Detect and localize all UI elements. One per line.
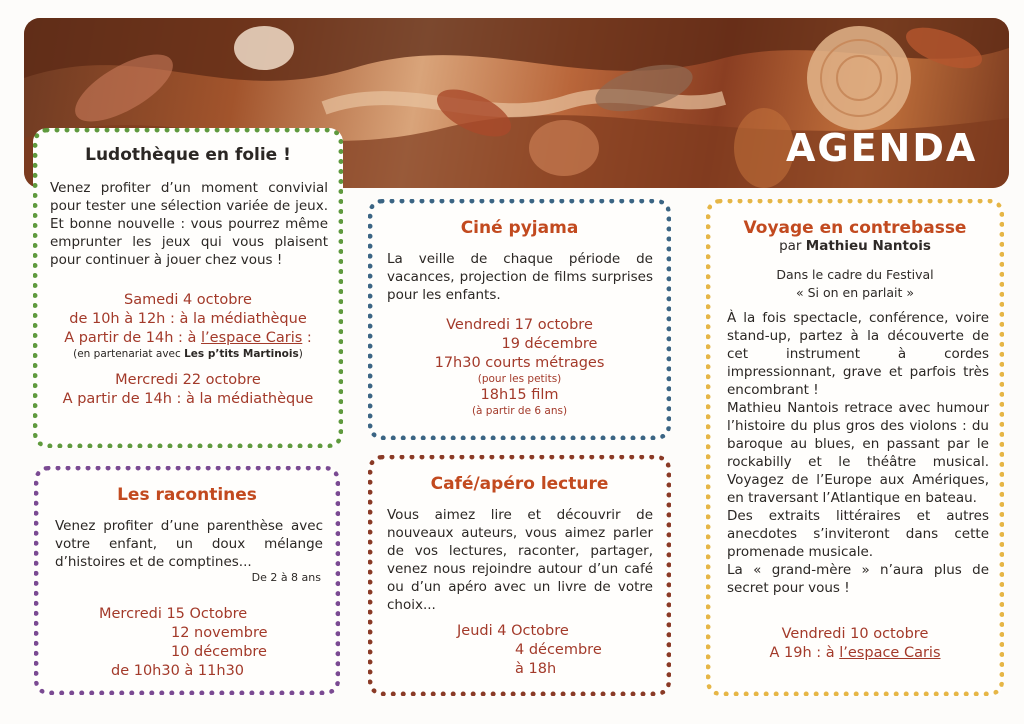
- voyage-description: [727, 309, 989, 597]
- ludotheque-time-2: [38, 329, 338, 348]
- racontines-title: Les racontines: [117, 485, 257, 505]
- partner-name: Les p’tits Martinois: [184, 348, 299, 360]
- voyage-artist-name: Mathieu Nantois: [805, 238, 931, 254]
- racontines-card: [34, 466, 340, 695]
- ludotheque-time-2-suffix: :: [302, 330, 312, 346]
- cafe-lecture-description: Vous aimez lire et découvrir de nouveaux auteurs, vous aimez parler de vos lectures, raconter, partager, venez nous rejoindre autour d’un café ou d’un apéro avec un livre de votre choix...: [387, 507, 653, 613]
- voyage-paragraph-2: Mathieu Nantois retrace avec humour l’histoire du plus gros des violons : du baroque au blues, en passant par le rockabilly et le théâtre musical. Voyagez de l’Europe aux Amériques, en traversant l’Atlantique en bateau.: [727, 400, 989, 506]
- cine-show-1-note: (pour les petits): [477, 373, 562, 385]
- voyage-paragraph-3: Des extraits littéraires et autres anecdotes s’inviteront dans cette promenade musicale.: [727, 508, 989, 560]
- cafe-lecture-card: [368, 455, 671, 696]
- racontines-ages: De 2 à 8 ans: [251, 571, 321, 584]
- racontines-dates: [99, 605, 299, 681]
- racontines-date-1: Mercredi 15 Octobre: [99, 606, 248, 622]
- racontines-hours: de 10h30 à 11h30: [111, 663, 245, 679]
- cafe-date-2: 4 décembre: [515, 642, 602, 658]
- ludotheque-description: Venez profiter d’un moment convivial pour tester une sélection variée de jeux. Et bonne nouvelle : vous pourrez même emprunter les jeux qui vous plaisent pour continuer à jouer chez vous !: [50, 180, 328, 268]
- festival-line-1: Dans le cadre du Festival: [776, 267, 934, 282]
- agenda-title: AGENDA: [786, 126, 978, 170]
- ludotheque-time-2-prefix: A partir de 14h : à: [64, 330, 202, 346]
- voyage-contrebasse-card: [706, 199, 1004, 696]
- ludotheque-time-3: A partir de 14h : à la médiathèque: [62, 391, 314, 407]
- cine-pyjama-card: [368, 199, 671, 440]
- cine-date-2: 19 décembre: [501, 336, 598, 352]
- ludotheque-time-1: de 10h à 12h : à la médiathèque: [69, 311, 307, 327]
- cafe-lecture-title: Café/apéro lecture: [430, 474, 609, 494]
- voyage-paragraph-4: La « grand-mère » n’aura plus de secret pour vous !: [727, 562, 989, 596]
- partner-prefix: (en partenariat avec: [73, 348, 185, 360]
- cafe-date-1: Jeudi 4 Octobre: [457, 623, 569, 639]
- voyage-by-prefix: par: [779, 238, 806, 254]
- cine-date-1: Vendredi 17 octobre: [446, 317, 593, 333]
- ludotheque-card: [33, 128, 343, 448]
- voyage-time-prefix: A 19h : à: [769, 645, 840, 661]
- ludotheque-dates: [38, 291, 338, 409]
- cine-show-2: 18h15 film: [480, 387, 559, 403]
- ludotheque-date-2: Mercredi 22 octobre: [115, 372, 261, 388]
- partner-note: [38, 348, 338, 361]
- voyage-espace-caris-link[interactable]: l’espace Caris: [839, 645, 941, 661]
- voyage-dates: [711, 625, 999, 663]
- racontines-date-3: 10 décembre: [171, 644, 267, 660]
- cine-pyjama-title: Ciné pyjama: [460, 218, 579, 238]
- racontines-date-2: 12 novembre: [171, 625, 268, 641]
- cafe-lecture-dates: [373, 622, 666, 679]
- ludotheque-date-1: Samedi 4 octobre: [124, 292, 252, 308]
- cafe-time: à 18h: [515, 661, 557, 677]
- cine-pyjama-dates: [373, 316, 666, 418]
- festival-line-2: « Si on en parlait »: [796, 285, 914, 300]
- voyage-festival: [711, 266, 999, 302]
- voyage-title: Voyage en contrebasse: [743, 218, 967, 238]
- voyage-date: Vendredi 10 octobre: [781, 626, 929, 642]
- racontines-description: Venez profiter d’une parenthèse avec votre enfant, un doux mélange d’histoires et de comptines...: [55, 518, 323, 570]
- cine-show-2-note: (à partir de 6 ans): [471, 405, 568, 417]
- voyage-time: [711, 644, 999, 663]
- espace-caris-link[interactable]: l’espace Caris: [201, 330, 303, 346]
- partner-suffix: ): [298, 348, 303, 360]
- cine-show-1: 17h30 courts métrages: [434, 355, 605, 371]
- cine-pyjama-description: La veille de chaque période de vacances, projection de films surprises pour les enfants.: [387, 251, 653, 303]
- voyage-byline: [711, 238, 999, 254]
- voyage-paragraph-1: À la fois spectacle, conférence, voire stand-up, partez à la découverte de cet instrument à cordes impressionnant, grave et parfois très encombrant !: [727, 310, 989, 398]
- ludotheque-title: Ludothèque en folie !: [85, 145, 291, 165]
